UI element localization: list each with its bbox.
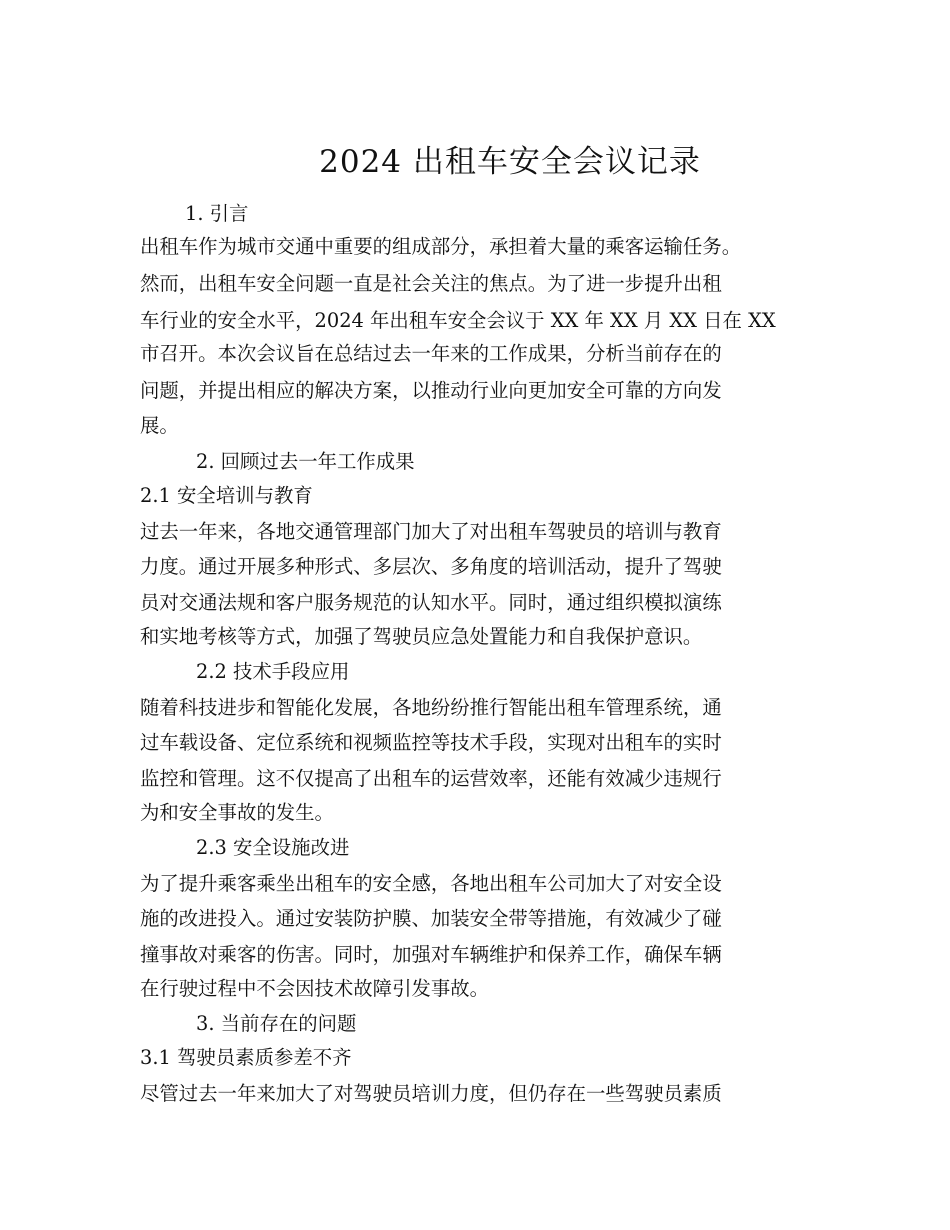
paragraph-line: 市召开。本次会议旨在总结过去一年来的工作成果，分析当前存在的 bbox=[140, 342, 722, 365]
paragraph-line: 和实地考核等方式，加强了驾驶员应急处置能力和自我保护意识。 bbox=[140, 625, 703, 648]
paragraph-line: 力度。通过开展多种形式、多层次、多角度的培训活动，提升了驾驶 bbox=[140, 555, 722, 578]
subsection-heading-training: 2.1 安全培训与教育 bbox=[140, 484, 313, 507]
paragraph-line: 问题，并提出相应的解决方案，以推动行业向更加安全可靠的方向发 bbox=[140, 379, 722, 402]
paragraph-line: 然而，出租车安全问题一直是社会关注的焦点。为了进一步提升出租 bbox=[140, 272, 722, 295]
subsection-heading-technology: 2.2 技术手段应用 bbox=[196, 660, 350, 683]
paragraph-line: 尽管过去一年来加大了对驾驶员培训力度，但仍存在一些驾驶员素质 bbox=[140, 1082, 722, 1105]
paragraph-line: 随着科技进步和智能化发展，各地纷纷推行智能出租车管理系统，通 bbox=[140, 696, 722, 719]
paragraph-line: 监控和管理。这不仅提高了出租车的运营效率，还能有效减少违规行 bbox=[140, 767, 722, 790]
paragraph-line: 员对交通法规和客户服务规范的认知水平。同时，通过组织模拟演练 bbox=[140, 591, 722, 614]
paragraph-line: 为和安全事故的发生。 bbox=[140, 801, 334, 824]
subsection-heading-facilities: 2.3 安全设施改进 bbox=[196, 836, 350, 859]
subsection-heading-driver-quality: 3.1 驾驶员素质参差不齐 bbox=[140, 1046, 352, 1069]
paragraph-line: 车行业的安全水平，2024 年出租车安全会议于 XX 年 XX 月 XX 日在 XX bbox=[140, 309, 776, 332]
document-title: 2024 出租车安全会议记录 bbox=[319, 144, 701, 180]
paragraph-line: 施的改进投入。通过安装防护膜、加装安全带等措施，有效减少了碰 bbox=[140, 907, 722, 930]
section-heading-review: 2. 回顾过去一年工作成果 bbox=[196, 450, 415, 473]
paragraph-line: 撞事故对乘客的伤害。同时，加强对车辆维护和保养工作，确保车辆 bbox=[140, 943, 722, 966]
paragraph-line: 展。 bbox=[140, 414, 179, 437]
paragraph-line: 过去一年来，各地交通管理部门加大了对出租车驾驶员的培训与教育 bbox=[140, 520, 722, 543]
section-heading-introduction: 1. 引言 bbox=[185, 202, 249, 225]
paragraph-line: 在行驶过程中不会因技术故障引发事故。 bbox=[140, 977, 490, 1000]
paragraph-line: 为了提升乘客乘坐出租车的安全感，各地出租车公司加大了对安全设 bbox=[140, 872, 722, 895]
section-heading-problems: 3. 当前存在的问题 bbox=[196, 1012, 357, 1035]
paragraph-line: 出租车作为城市交通中重要的组成部分，承担着大量的乘客运输任务。 bbox=[140, 235, 742, 258]
paragraph-line: 过车载设备、定位系统和视频监控等技术手段，实现对出租车的实时 bbox=[140, 731, 722, 754]
